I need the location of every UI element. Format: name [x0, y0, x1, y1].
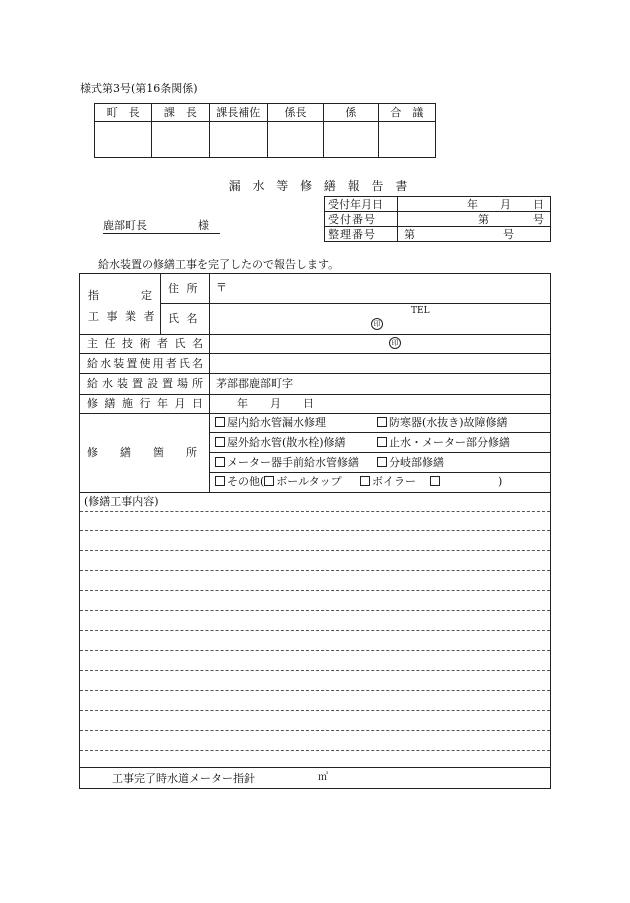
approval-seal-box[interactable] [209, 122, 268, 158]
seal-mark-icon: 印 [371, 318, 383, 330]
approval-table [94, 103, 436, 158]
writing-line [80, 610, 550, 611]
writing-line [80, 670, 550, 671]
receipt-number-label: 受付番号 [325, 212, 398, 227]
addressee-honorific: 様 [198, 219, 209, 232]
checkbox-icon[interactable] [215, 457, 225, 467]
writing-line [80, 650, 550, 651]
meter-label: 工事完了時水道メーター指針 [112, 772, 255, 785]
repair-option-indoor-leak[interactable]: 屋内給水管漏水修理 [215, 417, 326, 428]
engineer-label: 主 任 技 術 者 氏 名 [87, 337, 203, 350]
engineer-name-field[interactable] [210, 335, 550, 352]
writing-line [80, 550, 550, 551]
repair-option-other[interactable]: その他( ボールタップ [215, 476, 342, 487]
meter-reading-field[interactable] [270, 769, 310, 785]
repair-location-label: 修 繕 箇 所 [87, 446, 197, 459]
document-title: 漏 水 等 修 繕 報 告 書 [228, 179, 412, 193]
approval-header-unit-chief: 係長 [268, 104, 324, 122]
approval-header-staff: 係 [323, 104, 378, 122]
checkbox-icon[interactable] [360, 476, 370, 486]
approval-seal-box[interactable] [268, 122, 324, 158]
file-number-label: 整理番号 [325, 227, 398, 242]
checkbox-icon[interactable] [215, 476, 225, 486]
approval-seal-box[interactable] [378, 122, 435, 158]
content-label: (修繕工事内容) [84, 495, 159, 508]
approval-seal-box[interactable] [323, 122, 378, 158]
writing-line [80, 590, 550, 591]
name-label: 氏 名 [168, 312, 200, 325]
writing-line [80, 630, 550, 631]
writing-line [80, 690, 550, 691]
form-number-label: 様式第3号(第16条関係) [80, 82, 198, 95]
repair-option-pre-meter-pipe[interactable]: メーター器手前給水管修繕 [215, 457, 359, 468]
writing-line [80, 730, 550, 731]
checkbox-icon[interactable] [215, 417, 225, 427]
checkbox-icon[interactable] [377, 457, 387, 467]
contractor-label-bottom: 工 事 業 者 [88, 310, 157, 323]
other-close-paren: ) [498, 475, 503, 488]
checkbox-icon[interactable] [264, 476, 274, 486]
approval-header-section-chief: 課 長 [152, 104, 209, 122]
repair-option-boiler[interactable]: ボイラー [360, 476, 416, 487]
user-label: 給 水 装 置 使 用 者 氏 名 [87, 357, 203, 370]
repair-option-other-free[interactable] [430, 476, 442, 487]
checkbox-icon[interactable] [377, 417, 387, 427]
receipt-number-value[interactable]: 第 号 [398, 212, 551, 227]
repair-date-label: 修 繕 施 行 年 月 日 [87, 397, 203, 410]
repair-option-branch[interactable]: 分岐部修繕 [377, 457, 444, 468]
approval-header-council: 合 議 [378, 104, 435, 122]
location-value[interactable]: 茅部郡鹿部町字 [216, 377, 293, 390]
checkbox-icon[interactable] [430, 476, 440, 486]
intro-text: 給水装置の修繕工事を完了したので報告します。 [98, 258, 340, 271]
file-number-value[interactable]: 第 号 [398, 227, 551, 242]
checkbox-icon[interactable] [377, 437, 387, 447]
writing-line [80, 570, 550, 571]
repair-date-value[interactable]: 年 月 日 [237, 397, 314, 410]
location-label: 給 水 装 置 設 置 場 所 [87, 377, 203, 390]
addressee-line [103, 220, 220, 234]
contractor-address-field[interactable] [210, 274, 550, 302]
writing-line [80, 511, 550, 512]
approval-header-assistant-chief: 課長補佐 [209, 104, 268, 122]
approval-seal-box[interactable] [152, 122, 209, 158]
user-name-field[interactable] [210, 354, 550, 372]
address-label: 住 所 [168, 282, 200, 295]
receipt-date-value[interactable]: 年 月 日 [398, 197, 551, 212]
writing-line [80, 750, 550, 751]
contractor-label-top: 指 定 [88, 289, 152, 302]
writing-line [80, 710, 550, 711]
writing-line [80, 530, 550, 531]
postal-mark: 〒 [216, 281, 227, 294]
repair-option-stopcock-meter[interactable]: 止水・メーター部分修繕 [377, 437, 510, 448]
approval-seal-box[interactable] [95, 122, 152, 158]
addressee-name: 鹿部町長 [103, 219, 147, 232]
repair-option-antifreeze[interactable]: 防寒器(水抜き)故障修繕 [377, 417, 508, 428]
seal-mark-icon: 印 [389, 337, 401, 349]
checkbox-icon[interactable] [215, 437, 225, 447]
receipt-date-label: 受付年月日 [325, 197, 398, 212]
repair-option-outdoor-pipe[interactable]: 屋外給水管(散水栓)修繕 [215, 437, 346, 448]
receipt-table [324, 196, 551, 242]
tel-label: TEL [411, 306, 430, 316]
meter-unit: ㎥ [318, 772, 328, 783]
approval-header-town-mayor: 町 長 [95, 104, 152, 122]
